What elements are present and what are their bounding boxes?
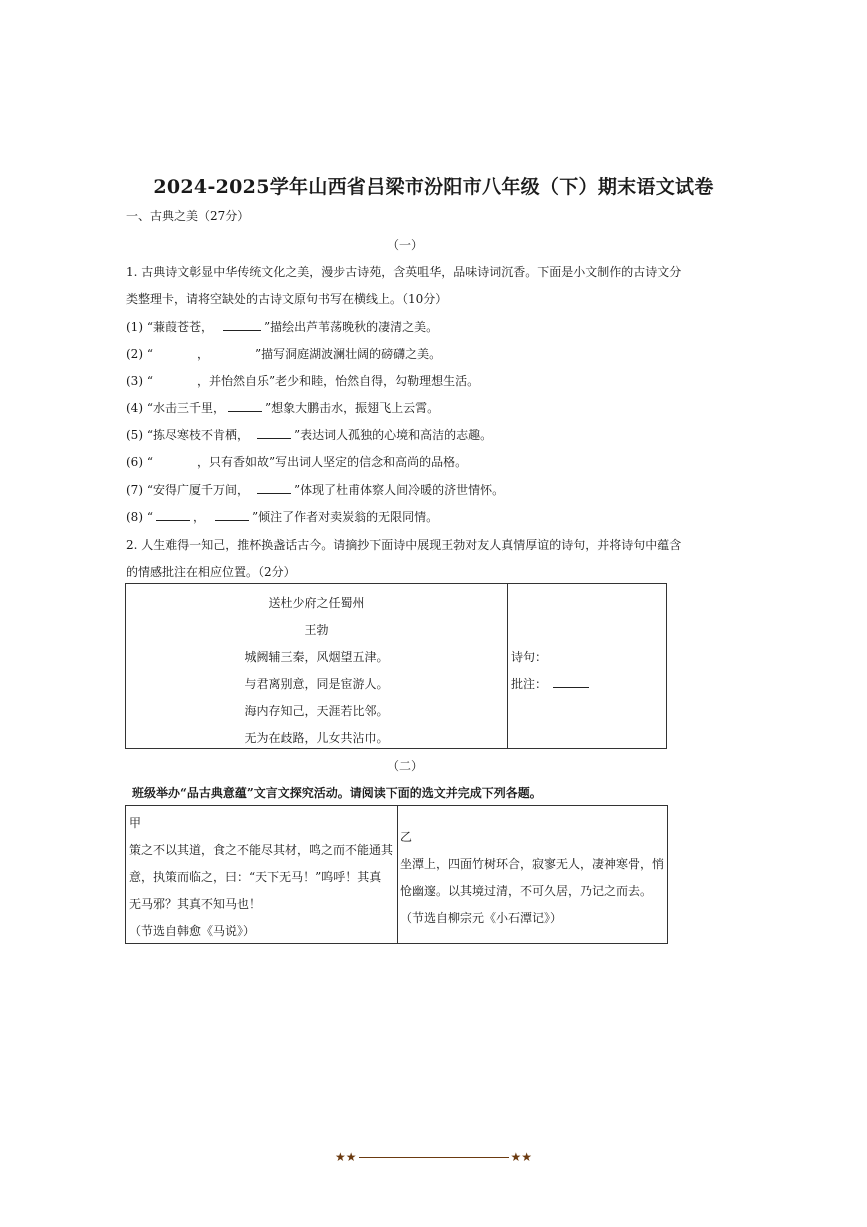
poem-cell <box>126 584 508 748</box>
divider <box>359 1157 509 1158</box>
passage-source: （节选自韩愈《马说》） <box>129 924 256 938</box>
passage-line: 坐潭上，四面竹树环合，寂寥无人，凄神寒骨，悄 <box>400 857 665 871</box>
poem-line: 无为在歧路，儿女共沾巾。 <box>244 731 389 745</box>
poem-line: 城阙辅三秦，风烟望五津。 <box>244 650 389 664</box>
note-label: 批注： <box>511 675 592 692</box>
fill-item-7: (7) “安得广厦千万间， ”体现了杜甫体察人间冷暖的济世情怀。 <box>126 483 505 497</box>
passage-table <box>125 805 668 944</box>
answer-blank[interactable] <box>228 399 262 412</box>
answer-blank[interactable] <box>156 508 190 521</box>
fill-item-1: (1) “蒹葭苍苍， ”描绘出芦苇荡晚秋的凄清之美。 <box>126 320 439 334</box>
answer-blank[interactable] <box>553 675 589 688</box>
question-2-line-2: 的情感批注在相应位置。（2分） <box>126 565 296 579</box>
question-1-intro-line-2: 类整理卡，请将空缺处的古诗文原句书写在横线上。（10分） <box>126 292 448 306</box>
answer-blank[interactable] <box>257 481 291 494</box>
passage-source: （节选自柳宗元《小石潭记》） <box>400 911 563 925</box>
footer-ornament <box>0 1150 867 1164</box>
page-title: 2024-2025学年山西省吕梁市汾阳市八年级（下）期末语文试卷 <box>153 176 714 198</box>
passage-label: 甲 <box>129 816 142 830</box>
question-2-line-1: 2. 人生难得一知己，推杯换盏话古今。请摘抄下面诗中展现王勃对友人真情厚谊的诗句，并将诗句中蕴含 <box>126 538 682 552</box>
fill-item-2: (2) “ ， ”描写洞庭湖波澜壮阔的磅礴之美。 <box>126 347 442 361</box>
answer-blank[interactable] <box>215 508 249 521</box>
fill-item-8: (8) “ ， ”倾注了作者对卖炭翁的无限同情。 <box>126 510 439 524</box>
fill-item-4: (4) “水击三千里， ”想象大鹏击水，振翅飞上云霄。 <box>126 401 440 415</box>
subsection-label-2: （二） <box>386 759 423 773</box>
passage-line: 无马邪？其真不知马也！ <box>129 897 262 911</box>
star-icon: ★★ <box>334 1150 357 1164</box>
passage-label: 乙 <box>400 830 413 844</box>
passage-jia <box>126 806 398 943</box>
fill-item-6: (6) “ ，只有香如故”写出词人坚定的信念和高尚的品格。 <box>126 455 468 469</box>
passage-line: 意，执策而临之，曰：“天下无马！”呜呼！其真 <box>129 870 382 884</box>
poem-line: 海内存知己，天涯若比邻。 <box>244 704 389 718</box>
poem-line: 与君离别意，同是宦游人。 <box>244 677 389 691</box>
star-icon: ★★ <box>510 1150 533 1164</box>
poem-author: 王勃 <box>304 623 329 637</box>
subsection-label-1: （一） <box>386 238 423 252</box>
question-1-intro-line-1: 1. 古典诗文彰显中华传统文化之美，漫步古诗苑，含英咀华，品味诗词沉香。下面是小文制作的古诗文分 <box>126 265 682 279</box>
fill-item-5: (5) “拣尽寒枝不肯栖， ”表达词人孤独的心境和高洁的志趣。 <box>126 428 493 442</box>
poem-title: 送杜少府之任蜀州 <box>268 596 365 610</box>
passage-line: 怆幽邃。以其境过清，不可久居，乃记之而去。 <box>400 884 653 898</box>
fill-item-3: (3) “ ，并怡然自乐”老少和睦，怡然自得，勾勒理想生活。 <box>126 374 480 388</box>
activity-intro: 班级举办“品古典意蕴”文言文探究活动。请阅读下面的选文并完成下列各题。 <box>132 786 542 800</box>
answer-blank[interactable] <box>257 426 291 439</box>
answer-blank[interactable] <box>223 318 261 331</box>
section-heading: 一、古典之美（27分） <box>126 209 250 223</box>
verse-label: 诗句： <box>511 650 548 664</box>
poem-table <box>125 583 667 749</box>
passage-line: 策之不以其道，食之不能尽其材，鸣之而不能通其 <box>129 843 394 857</box>
